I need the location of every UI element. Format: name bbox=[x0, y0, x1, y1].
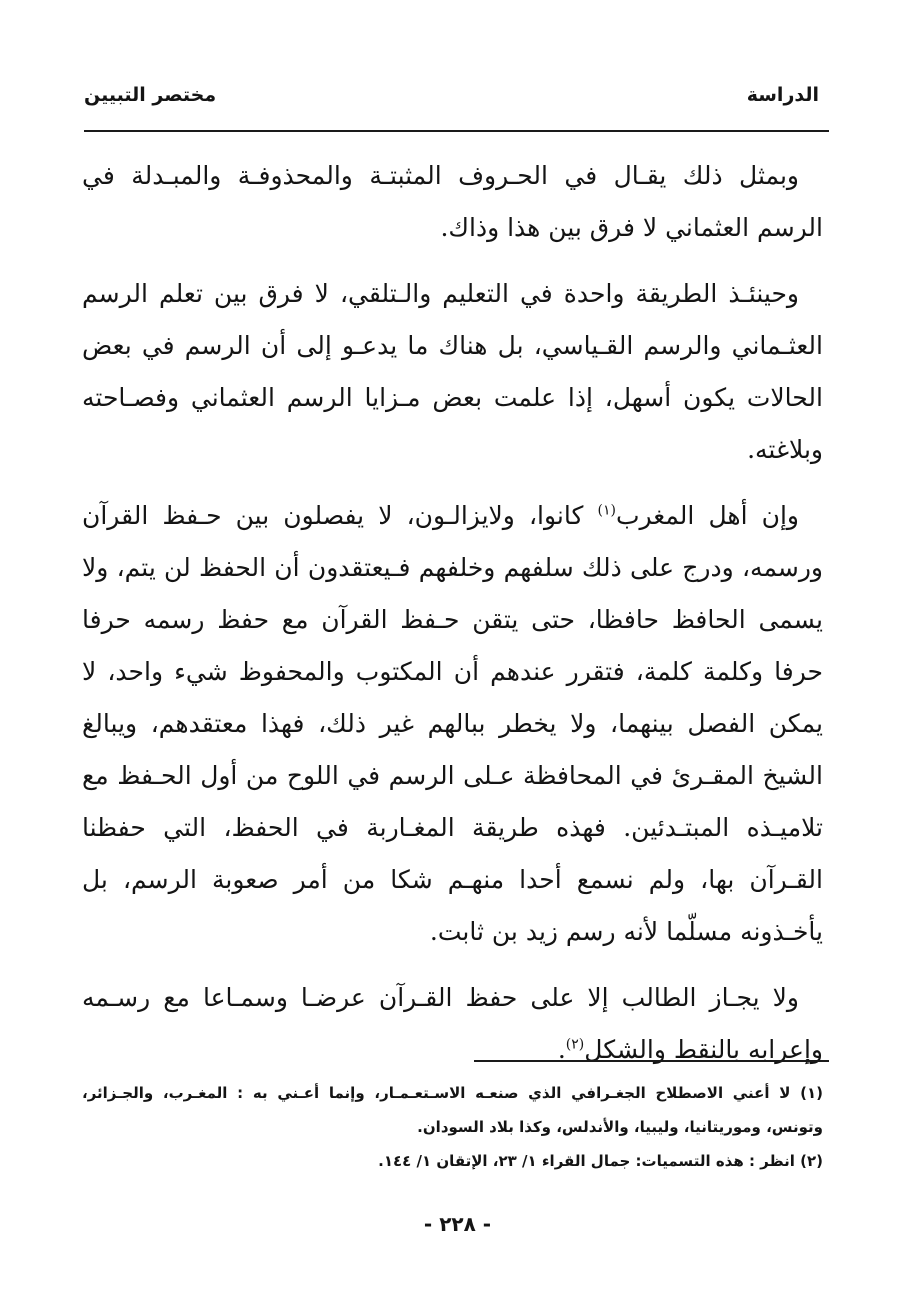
paragraph-3-rest: كانوا، ولايزالـون، لا يفصلون بين حـفظ القرآن ورسمه، ودرج على ذلك سلفهم وخلفهم فـيعتقدون أن الحفظ لن يتم، ولا يسمى الحافظ حافظا، حتى يتقن حـفظ القرآن مع حفظ رسمه حرفا حرفا وكلمة كلمة، فتقرر عندهم أن المكتوب والمحفوظ شيء واحد، لا يمكن الفصل بينهما، ولا يخطر ببالهم غير ذلك، فهذا معتقدهم، ويبالغ الشيخ المقـرئ في المحافظة عـلى الرسم في اللوح من أول الحـفظ مع تلاميـذه المبتـدئين. فهذه طريقة المغـاربة في الحفظ، التي حفظنا القـرآن بها، ولم نسمع أحدا منهـم شكا من أمر صعوبة الرسم، بل يأخـذونه مسلّما لأنه رسم زيد بن ثابت. bbox=[82, 501, 823, 946]
header-book-title: مختصر التبيين bbox=[84, 84, 217, 106]
footnote-rule bbox=[474, 1060, 829, 1062]
paragraph-3-start: وإن أهل المغرب bbox=[615, 501, 799, 530]
footnote-2: (٢) انظر : هذه التسميات: جمال القراء ١/ ٢٣، الإتقان ١/ ١٤٤. bbox=[378, 1152, 823, 1170]
paragraph-2: وحينئـذ الطريقة واحدة في التعليم والـتلقي، لا فرق بين تعلم الرسم العثـماني والرسم القـياسي، بل هناك ما يدعـو إلى أن الرسم في بعض الحالات يكون أسهل، إذا علمت بعض مـزايا الرسم العثماني وفصـاحته وبلاغته. bbox=[82, 279, 823, 464]
footnote-ref-1[interactable]: (١) bbox=[597, 502, 616, 519]
paragraph-1: وبمثل ذلك يقـال في الحـروف المثبتـة والمحذوفـة والمبـدلة في الرسم العثماني لا فرق بين هذا وذاك. bbox=[82, 161, 823, 242]
header-section-title: الدراسة bbox=[746, 84, 819, 106]
header-rule bbox=[84, 130, 829, 132]
paragraph-3 bbox=[82, 490, 823, 958]
running-header bbox=[84, 84, 819, 120]
footnote-ref-2[interactable]: (٢) bbox=[565, 1036, 585, 1053]
footnotes bbox=[82, 1076, 823, 1178]
page-number: - ٢٢٨ - bbox=[423, 1212, 492, 1236]
paragraph-4-start: ولا يجـاز الطالب إلا على حفظ القـرآن عرضـا وسمـاعا مع رسـمه وإعرابه بالنقط والشكل bbox=[82, 983, 823, 1064]
paragraph-4-end: . bbox=[557, 1035, 566, 1064]
main-text bbox=[82, 150, 823, 1090]
footnote-1: (١) لا أعني الاصطلاح الجغـرافي الذي صنعـه الاسـتعـمـار، وإنما أعـني به : المغـرب، والجـزائر، وتونس، وموريتانيا، وليبيا، والأندلس، وكذا بلاد السودان. bbox=[82, 1084, 823, 1136]
